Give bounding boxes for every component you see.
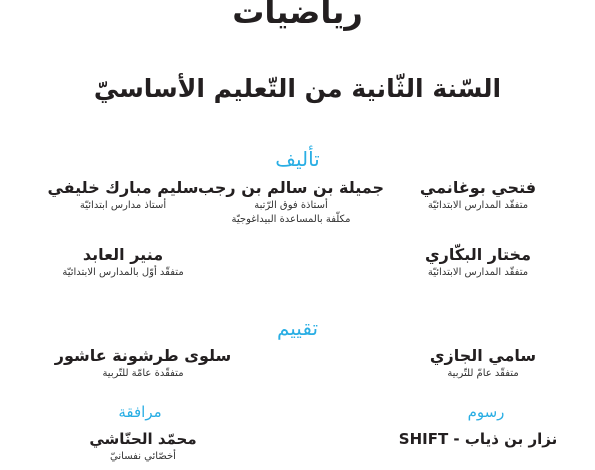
author-role: متفقّد المدارس الابتدائيّة [427,200,529,211]
author-card [28,177,218,213]
author-name: منير العابد [82,245,164,264]
author-role-secondary: مكلّفة بالمساعدة البيداغوجيّة [231,214,351,225]
author-role: أستاذ مدارس ابتدائيّة [79,200,167,211]
evaluator-role: متفقّد عامّ للتّربية [447,368,519,379]
author-name: مختار البكّاري [425,245,531,264]
section-heading-illustrations: رسوم [467,403,505,421]
author-name: جميلة بن سالم بن رجب [197,178,385,197]
author-role: متفقّد أوّل بالمدارس الابتدائيّة [62,267,184,278]
evaluator-card [388,345,578,381]
accompanist-name: محمّد الحنّاشي [89,430,197,448]
section-heading-accompaniment: مرافقة [118,403,162,421]
author-card [196,177,386,227]
evaluator-name: سلوى طرشونة عاشور [54,346,232,365]
author-card [28,244,218,280]
section-heading-authors: تأليف [275,147,320,171]
author-name: فتحي بوغانمي [419,178,537,197]
accompanist-role: أخصّائي نفسانيّ [110,451,176,462]
author-role: متفقّد المدارس الابتدائيّة [427,267,529,278]
evaluator-name: سامي الجازي [429,346,537,365]
book-title: رياضيات [232,0,363,31]
section-heading-evaluation: تقييم [276,316,319,340]
book-subtitle: السّنة الثّانية من التّعليم الأساسيّ [93,74,502,103]
evaluator-role: متفقّدة عامّة للتّربية [102,368,184,379]
illustrator-name: نزار بن ذياب - SHIFT [398,430,558,448]
evaluator-card [48,345,238,381]
accompanist-card [48,428,238,464]
author-card [383,244,573,280]
author-role: أستاذة فوق الرّتبة [254,200,328,211]
author-card [383,177,573,213]
author-name: سليم مبارك خليفي [47,178,199,197]
illustrator-card [383,428,573,450]
